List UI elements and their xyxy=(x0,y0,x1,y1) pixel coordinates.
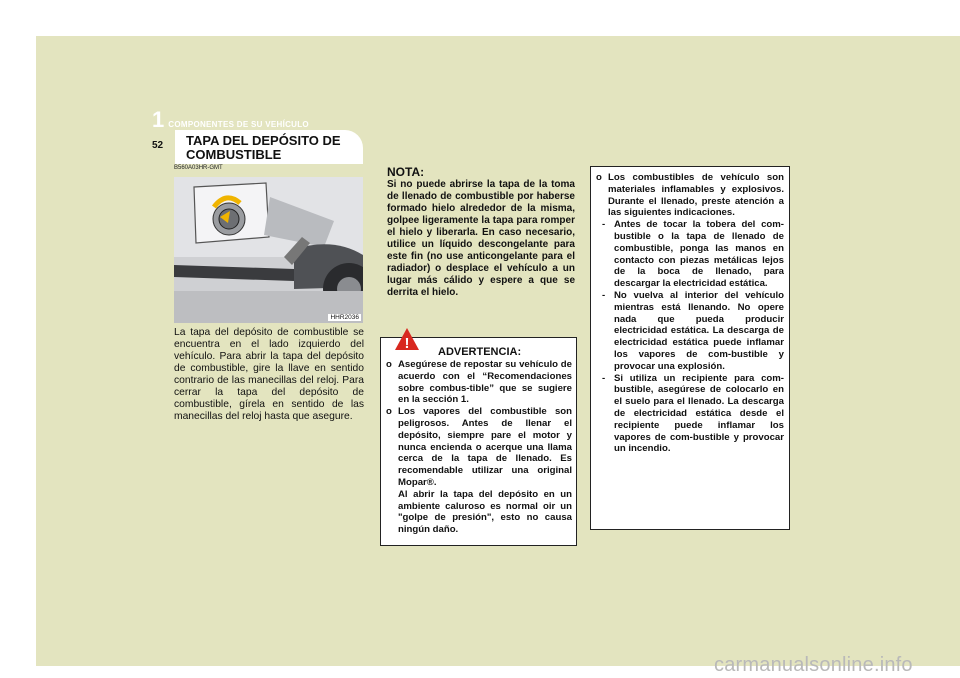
watermark: carmanualsonline.info xyxy=(714,654,913,676)
section-code: B560A03HR-GMT xyxy=(174,165,223,171)
note-block xyxy=(387,166,575,299)
safety-dash: - xyxy=(602,219,606,231)
safety-sub-text: Antes de tocar la tobera del com-bustible o la tapa de llenado de combustible, ponga las manos en contacto con piezas metálicas lejos de la boca de llenado, para descargar la electricidad estática. xyxy=(614,219,784,290)
warning-item xyxy=(386,359,572,406)
fuel-cap-illustration xyxy=(174,177,363,323)
warning-item xyxy=(386,489,572,536)
figure-code: HHR2036 xyxy=(330,314,359,321)
fuel-cap-description: La tapa del depósito de combustible se encuentra en el lado izquierdo del vehículo. Para abrir la tapa del depósito de combustible, gire la llave en sentido contrario de las manecillas del reloj. Para cerrar la tapa del depósito de combustible, gírela en sentido de las manecillas del reloj hasta que asegure. xyxy=(174,327,364,422)
note-title: NOTA: xyxy=(387,165,425,179)
safety-sub-item xyxy=(596,290,784,373)
warning-text: Los vapores del combustible son peligrosos. Antes de llenar el depósito, siempre pare el motor y nunca encienda o acerque una llama cerca de la tapa de llenado. Es recomendable utilizar una original Mopar®. xyxy=(398,406,572,488)
safety-intro xyxy=(596,172,784,219)
safety-intro-text: Los combustibles de vehículo son materiales inflamables y explosivos. Durante el llenado, preste atención a las siguientes indicaciones. xyxy=(608,172,784,219)
safety-bullet: o xyxy=(596,172,602,183)
warning-text: Asegúrese de repostar su vehículo de acuerdo con el “Recomendaciones sobre combus-tible” que se sugiere en la sección 1. xyxy=(398,359,572,406)
safety-sub-item xyxy=(596,219,784,290)
safety-sub-item xyxy=(596,373,784,456)
warning-title: ADVERTENCIA: xyxy=(438,346,522,358)
section-title: TAPA DEL DEPÓSITO DE COMBUSTIBLE xyxy=(186,133,341,162)
warning-bullet: o xyxy=(386,359,392,370)
safety-list xyxy=(596,172,784,455)
safety-sub-text: Si utiliza un recipiente para com-bustible, asegúrese de colocarlo en el suelo para el llenado. La descarga de electricidad estática desde el recipiente puede inflamar los vapores de com-bustible y provocar un incendio. xyxy=(614,372,784,455)
warning-list xyxy=(386,359,572,536)
safety-dash: - xyxy=(602,289,606,301)
warning-bullet xyxy=(386,489,398,536)
warning-icon xyxy=(394,326,420,352)
safety-sub-text: No vuelva al interior del vehículo mientras está llenando. No opere nada que pueda producir electricidad estática. La descarga de electricidad estática puede inflamar los vapores de com-bustible y provocar una explosión. xyxy=(614,289,784,372)
fuel-cap-photo xyxy=(174,177,363,323)
warning-text: Al abrir la tapa del depósito en un ambiente caluroso es normal oir un "golpe de presión", esto no causa ningún daño. xyxy=(398,488,572,536)
warning-bullet: o xyxy=(386,406,392,418)
warning-icon-glyph: ! xyxy=(404,335,410,352)
page-number: 52 xyxy=(152,140,164,151)
warning-item xyxy=(386,406,572,489)
chapter-number: 1 xyxy=(152,107,165,132)
chapter-title: COMPONENTES DE SU VEHÍCULO xyxy=(168,120,309,129)
note-body: Si no puede abrirse la tapa de la toma de llenado de combustible por haberse formado hielo alrededor de la misma, golpee ligeramente la tapa para romper el hielo y liberarla. En caso necesario, utilice un líquido descongelante para este fin (no use anticongelante para el radiador) o desplace el vehículo a un lugar más cálido y espere a que se derrita el hielo. xyxy=(387,179,575,298)
safety-dash: - xyxy=(602,372,606,384)
